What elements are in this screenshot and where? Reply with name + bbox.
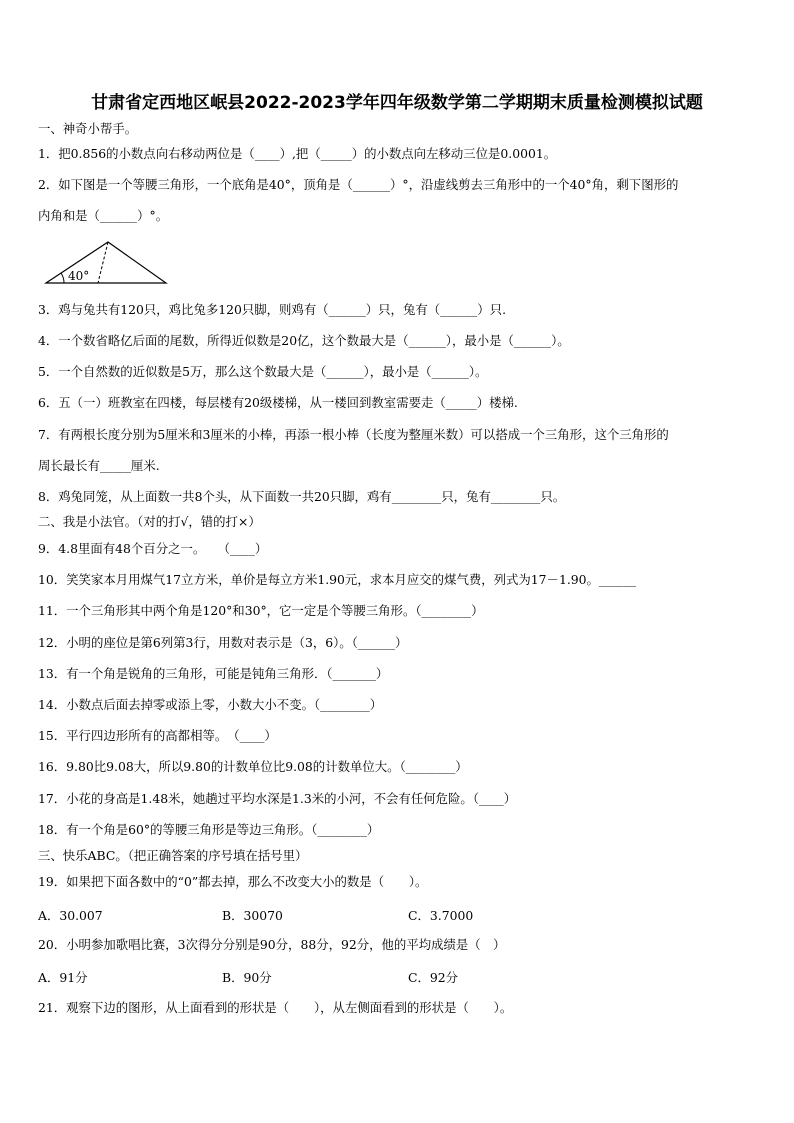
question-5: 5．一个自然数的近似数是5万，那么这个数最大是（______），最小是（______）。 (38, 364, 488, 379)
q19-option-b: B．30070 (222, 908, 283, 923)
section-2-heading: 二、我是小法官。（对的打√，错的打×） (38, 514, 261, 529)
page-title: 甘肃省定西地区岷县2022-2023学年四年级数学第二学期期末质量检测模拟试题 (91, 93, 703, 113)
question-18: 18．有一个角是60°的等腰三角形是等边三角形。（________） (38, 822, 380, 837)
section-1-heading: 一、神奇小帮手。 (38, 121, 138, 136)
q20-option-c: C．92分 (408, 970, 459, 985)
angle-label: 40° (68, 269, 90, 283)
question-6: 6．五（一）班教室在四楼，每层楼有20级楼梯，从一楼回到教室需要走（_____）楼梯. (38, 395, 518, 410)
q19-option-c: C．3.7000 (408, 908, 474, 923)
angle-arc (61, 273, 64, 283)
question-4: 4．一个数省略亿后面的尾数，所得近似数是20亿，这个数最大是（______），最小是（______）。 (38, 333, 570, 348)
isosceles-triangle-figure (40, 238, 170, 288)
q20-option-a: A．91分 (38, 970, 88, 985)
question-17: 17．小花的身高是1.48米，她趟过平均水深是1.3米的小河，不会有任何危险。（____） (38, 791, 517, 806)
q20-option-b: B．90分 (222, 970, 272, 985)
section-3-heading: 三、快乐ABC。（把正确答案的序号填在括号里） (38, 848, 308, 863)
question-7-line-2: 周长最长有_____厘米. (38, 458, 160, 473)
question-11: 11．一个三角形其中两个角是120°和30°，它一定是个等腰三角形。（________） (38, 603, 484, 618)
question-10: 10．笑笑家本月用煤气17立方米，单价是每立方米1.90元，求本月应交的煤气费，列式为17－1.90。______ (38, 572, 637, 587)
question-14: 14．小数点后面去掉零或添上零，小数大小不变。（________） (38, 697, 383, 712)
question-8: 8．鸡兔同笼，从上面数一共8个头，从下面数一共20只脚，鸡有________只，兔有________只。 (38, 489, 566, 504)
question-9: 9．4.8里面有48个百分之一。 （____） (38, 541, 268, 556)
question-16: 16．9.80比9.08大，所以9.80的计数单位比9.08的计数单位大。（________） (38, 759, 468, 774)
question-3: 3．鸡与兔共有120只，鸡比兔多120只脚，则鸡有（______）只，兔有（______）只. (38, 302, 507, 317)
question-19: 19．如果把下面各数中的“0”都去掉，那么不改变大小的数是（ ）。 (38, 874, 428, 889)
question-13: 13．有一个角是锐角的三角形，可能是钝角三角形．（_______） (38, 666, 389, 681)
question-7-line-1: 7．有两根长度分别为5厘米和3厘米的小棒，再添一根小棒（长度为整厘米数）可以搭成一个三角形，这个三角形的 (38, 427, 669, 442)
question-20: 20．小明参加歌唱比赛，3次得分分别是90分，88分，92分，他的平均成绩是（ ） (38, 937, 506, 952)
question-15: 15．平行四边形所有的高都相等。 （____） (38, 728, 277, 743)
question-12: 12．小明的座位是第6列第3行，用数对表示是（3，6）。（______） (38, 635, 408, 650)
question-1: 1．把0.856的小数点向右移动两位是（____）,把（_____）的小数点向左移动三位是0.0001。 (38, 146, 557, 161)
question-21: 21．观察下边的图形，从上面看到的形状是（ ），从左侧面看到的形状是（ ）。 (38, 1000, 513, 1015)
question-2-line-1: 2．如下图是一个等腰三角形，一个底角是40°，顶角是（______）°，沿虚线剪去三角形中的一个40°角，剩下图形的 (38, 177, 679, 192)
q19-option-a: A．30.007 (38, 908, 103, 923)
question-2-line-2: 内角和是（______）°。 (38, 208, 169, 223)
